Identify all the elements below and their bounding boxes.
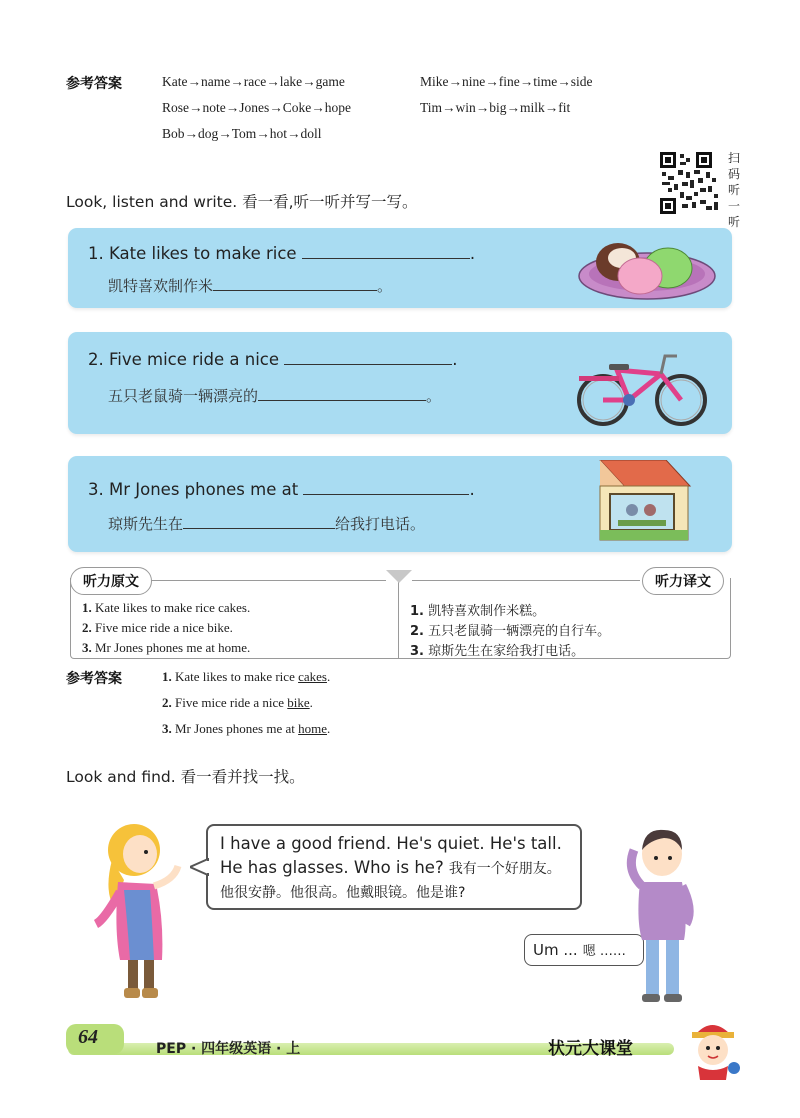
listening-script-tag: 听力原文 (70, 567, 152, 595)
bubble-line-1: I have a good friend. He's quiet. He's tall. (220, 834, 562, 853)
question-card-2 (68, 332, 732, 434)
reply-text: Um ... 嗯 …… (533, 941, 626, 959)
answer-blank-3-zh (183, 512, 335, 529)
script-line-2: 2. Five mice ride a nice bike. (82, 620, 233, 635)
question-3-zh: 琼斯先生在 给我打电话。 (108, 512, 425, 534)
answer-blank-2[interactable] (284, 348, 452, 365)
question-1-en: 1. Kate likes to make rice . (88, 244, 476, 263)
answer-blank-3[interactable] (303, 478, 469, 495)
answer-blank-1[interactable] (302, 242, 470, 259)
mascot-logo-icon (682, 1016, 744, 1080)
answer-chain-1: Kate→name→race→lake→game (162, 74, 345, 89)
answer-label: 参考答案 (66, 76, 122, 92)
qr-label: 扫码听一听 (728, 151, 741, 229)
answer-line-2: 2. Five mice ride a nice bike. (162, 695, 313, 710)
rice-cakes-image (576, 232, 718, 304)
answer-line-3: 3. Mr Jones phones me at home. (162, 721, 331, 736)
script-line-1: 1. Kate likes to make rice cakes. (82, 600, 251, 615)
speech-bubble-girl (206, 824, 582, 910)
book-title: PEP · 四年级英语 · 上 (156, 1041, 301, 1057)
question-card-3 (68, 456, 732, 552)
script-top-rule-right (412, 580, 640, 581)
qr-code-icon (660, 152, 724, 216)
house-image (592, 460, 692, 544)
question-2-zh: 五只老鼠骑一辆漂亮的 。 (108, 384, 441, 406)
qr-code[interactable] (660, 152, 724, 216)
page-number: 64 (78, 1026, 98, 1048)
bubble-line-3: 他很安静。他很高。他戴眼镜。他是谁? (220, 885, 466, 901)
question-1-zh: 凯特喜欢制作米 。 (108, 274, 392, 296)
answer-chain-3: Bob→dog→Tom→hot→doll (162, 126, 322, 141)
translation-line-3: 3. 琼斯先生在家给我打电话。 (410, 644, 585, 659)
divider-notch-icon (386, 570, 412, 584)
question-2-en: 2. Five mice ride a nice . (88, 350, 458, 369)
bubble-line-2: He has glasses. Who is he? 我有一个好朋友。 (220, 858, 561, 877)
brand-name: 状元大课堂 (548, 1039, 633, 1059)
boy-illustration (620, 820, 710, 1010)
bicycle-image (573, 350, 713, 428)
answer-chain-5: Tim→win→big→milk→fit (420, 100, 571, 115)
script-top-rule-left (150, 580, 386, 581)
question-card-1 (68, 228, 732, 308)
translation-line-1: 1. 凯特喜欢制作米糕。 (410, 604, 546, 619)
script-line-3: 3. Mr Jones phones me at home. (82, 640, 251, 655)
answer-blank-2-zh (258, 384, 426, 401)
girl-illustration (84, 820, 194, 1010)
listening-translation-tag: 听力译文 (642, 567, 724, 595)
section-heading-look-find: Look and find. 看一看并找一找。 (66, 768, 305, 786)
question-3-en: 3. Mr Jones phones me at . (88, 480, 475, 499)
answer-chain-4: Mike→nine→fine→time→side (420, 74, 593, 89)
section-heading-listen-write: Look, listen and write. 看一看,听一听并写一写。 (66, 193, 418, 211)
script-divider (398, 578, 399, 658)
answer-chain-2: Rose→note→Jones→Coke→hope (162, 100, 351, 115)
answer-blank-1-zh (213, 274, 377, 291)
answer-label-2: 参考答案 (66, 671, 122, 687)
bubble-tail-icon (190, 858, 210, 876)
answer-line-1: 1. Kate likes to make rice cakes. (162, 669, 331, 684)
translation-line-2: 2. 五只老鼠骑一辆漂亮的自行车。 (410, 624, 611, 639)
